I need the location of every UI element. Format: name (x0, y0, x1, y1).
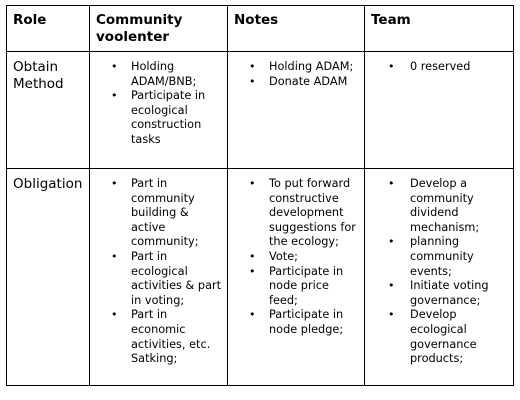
list-item: • Part in economic activities, etc. Satking; (111, 308, 211, 366)
row-label-cell (7, 169, 90, 386)
bullet-icon: • (249, 264, 256, 278)
header-notes: Notes (234, 12, 279, 28)
table-row (7, 169, 514, 386)
obtain-notes-cell (228, 52, 365, 169)
obtain-team-cell (365, 52, 514, 169)
list-item: • planning community events; (388, 235, 474, 278)
bullet-icon: • (388, 177, 395, 190)
bullet-icon: • (111, 177, 118, 190)
list-item: • Holding ADAM/BNB; (111, 60, 197, 88)
obtain-community-list (90, 52, 227, 148)
table-row (7, 52, 514, 169)
header-cell-notes (228, 6, 365, 52)
row-label-obligation: Obligation (13, 176, 83, 192)
obligation-notes-cell (228, 169, 365, 386)
bullet-icon: • (111, 60, 118, 73)
obtain-notes-list (228, 52, 364, 89)
bullet-icon: • (111, 249, 118, 263)
roles-table (6, 5, 514, 386)
list-item: • Vote; (249, 249, 298, 263)
bullet-icon: • (249, 74, 256, 88)
bullet-icon: • (111, 89, 118, 103)
list-item: • Develop ecological governance products; (388, 308, 477, 366)
obligation-team-list (365, 169, 513, 367)
obligation-team-cell (365, 169, 514, 386)
header-cell-team (365, 6, 514, 52)
header-cell-role (7, 6, 90, 52)
table-header-row (7, 6, 514, 52)
list-item: • Holding ADAM; (249, 60, 354, 73)
obligation-community-cell (90, 169, 228, 386)
bullet-icon: • (249, 60, 256, 73)
header-cell-community (90, 6, 228, 52)
list-item: • To put forward constructive development suggestions for the ecology; (249, 177, 356, 249)
bullet-icon: • (388, 235, 395, 249)
bullet-icon: • (388, 60, 395, 73)
header-team: Team (371, 12, 411, 28)
row-label-obtain-method: Obtain Method (13, 59, 64, 92)
list-item: • Initiate voting governance; (388, 279, 489, 307)
obligation-notes-list (228, 169, 364, 338)
bullet-icon: • (249, 308, 256, 322)
obtain-community-cell (90, 52, 228, 169)
obtain-team-list (365, 52, 513, 75)
list-item: • Donate ADAM (249, 74, 348, 88)
row-label-cell (7, 52, 90, 169)
list-item: • Participate in ecological construction tasks (111, 89, 206, 146)
header-role: Role (13, 12, 47, 28)
list-item: • Part in community building & active community; (111, 177, 199, 249)
list-item: • Part in ecological activities & part in voting; (111, 249, 222, 307)
bullet-icon: • (388, 279, 395, 293)
bullet-icon: • (111, 308, 118, 322)
bullet-icon: • (249, 249, 256, 263)
bullet-icon: • (249, 177, 256, 190)
list-item: • Develop a community dividend mechanism; (388, 177, 480, 234)
obligation-community-list (90, 169, 227, 367)
header-community-volunteer: Community voolenter (96, 12, 183, 45)
list-item: • Participate in node pledge; (249, 308, 344, 336)
list-item: • Participate in node price feed; (249, 264, 344, 307)
bullet-icon: • (388, 308, 395, 322)
list-item: • 0 reserved (388, 60, 471, 73)
